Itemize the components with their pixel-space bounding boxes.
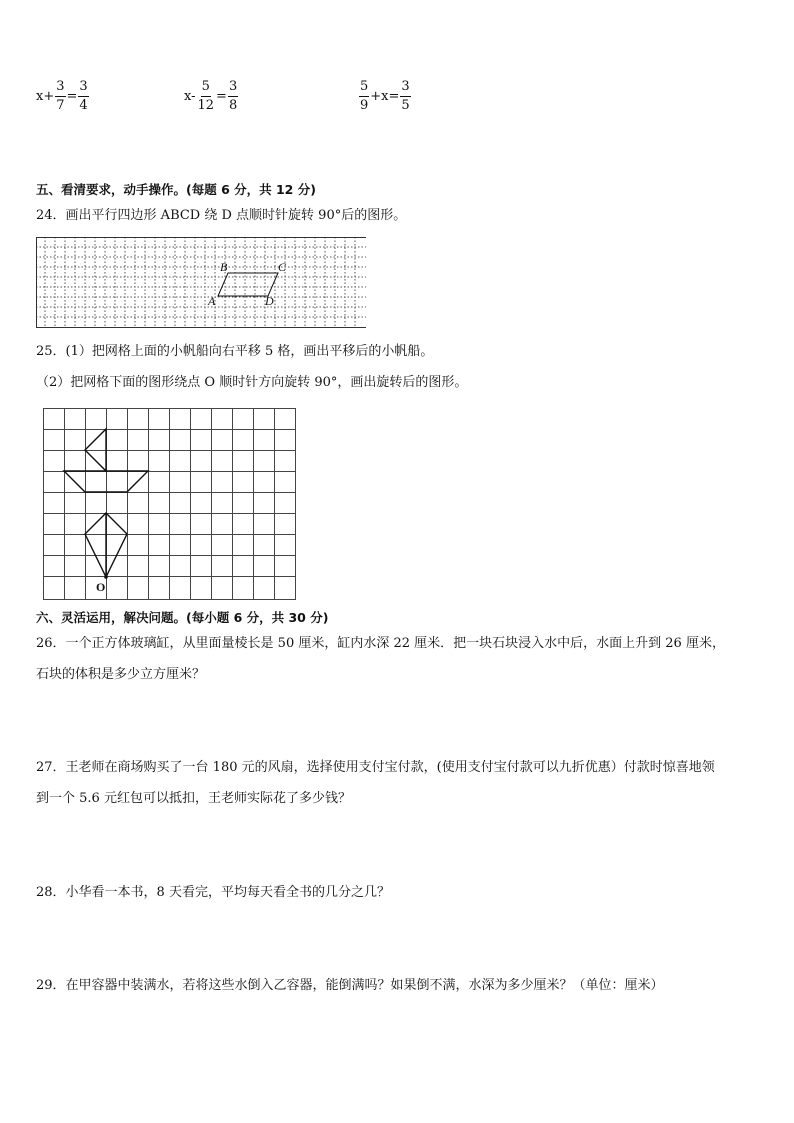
q24-grid-figure [36, 237, 368, 331]
question-27-line1: 27．王老师在商场购买了一台 180 元的风扇，选择使用支付宝付款，(使用支付宝付款可以九折优惠）付款时惊喜地领 [36, 760, 715, 775]
section-5-title: 五、看清要求，动手操作。(每题 6 分，共 12 分) [36, 182, 316, 197]
kite-shape [85, 513, 127, 577]
eq2-equals: = [216, 88, 227, 104]
point-o-label: O [96, 580, 106, 594]
eq2-fraction-left: $\frac{5}{12}$ [197, 79, 215, 113]
question-27-line2: 到一个 5.6 元红包可以抵扣，王老师实际花了多少钱？ [36, 791, 351, 806]
vertex-label-b: B [220, 260, 228, 274]
question-26-line2: 石块的体积是多少立方厘米？ [36, 667, 206, 682]
eq1-equals: = [66, 88, 78, 104]
q24-dotted-grid [36, 237, 366, 327]
vertex-label-a: A [208, 294, 216, 308]
eq2-prefix: x- [184, 88, 196, 104]
eq3-fraction-left: $\frac{5}{9}$ [360, 79, 369, 113]
question-29-text: 29．在甲容器中装满水，若将这些水倒入乙容器，能倒满吗？如果倒不满，水深为多少厘米？（单位：厘米） [36, 978, 664, 993]
section-6-title: 六、灵活运用，解决问题。(每小题 6 分，共 30 分) [36, 610, 329, 625]
equation-3 [358, 78, 412, 115]
question-25-part2-text: （2）把网格下面的图形绕点 O 顺时针方向旋转 90°，画出旋转后的图形。 [36, 375, 468, 390]
q24-grid-border [36, 237, 366, 328]
eq3-fraction-right: $\frac{3}{5}$ [401, 79, 410, 113]
question-24-text: 24．画出平行四边形 ABCD 绕 D 点顺时针旋转 90°后的图形。 [36, 208, 407, 223]
parallelogram-abcd [218, 273, 278, 296]
equation-1 [36, 78, 90, 115]
question-28-text: 28．小华看一本书，8 天看完，平均每天看全书的几分之几？ [36, 885, 390, 900]
eq1-prefix: x+ [36, 88, 55, 104]
eq1-fraction-right: $\frac{3}{4}$ [79, 79, 88, 113]
question-26-line1: 26．一个正方体玻璃缸，从里面量棱长是 50 厘米，缸内水深 22 厘米．把一块石块浸入水中后，水面上升到 26 厘米， [36, 636, 725, 651]
eq2-fraction-right: $\frac{3}{8}$ [228, 79, 238, 113]
point-o [104, 575, 108, 579]
q25-grid-lines [43, 408, 296, 600]
eq3-operator: +x= [370, 88, 400, 104]
question-25-part1-text: 25．(1）把网格上面的小帆船向右平移 5 格，画出平移后的小帆船。 [36, 344, 434, 359]
q25-grid-figure [40, 405, 302, 605]
equation-2 [184, 78, 239, 115]
vertex-label-c: C [278, 260, 287, 274]
vertex-label-d: D [265, 294, 274, 308]
eq1-fraction-left: $\frac{3}{7}$ [56, 79, 65, 113]
